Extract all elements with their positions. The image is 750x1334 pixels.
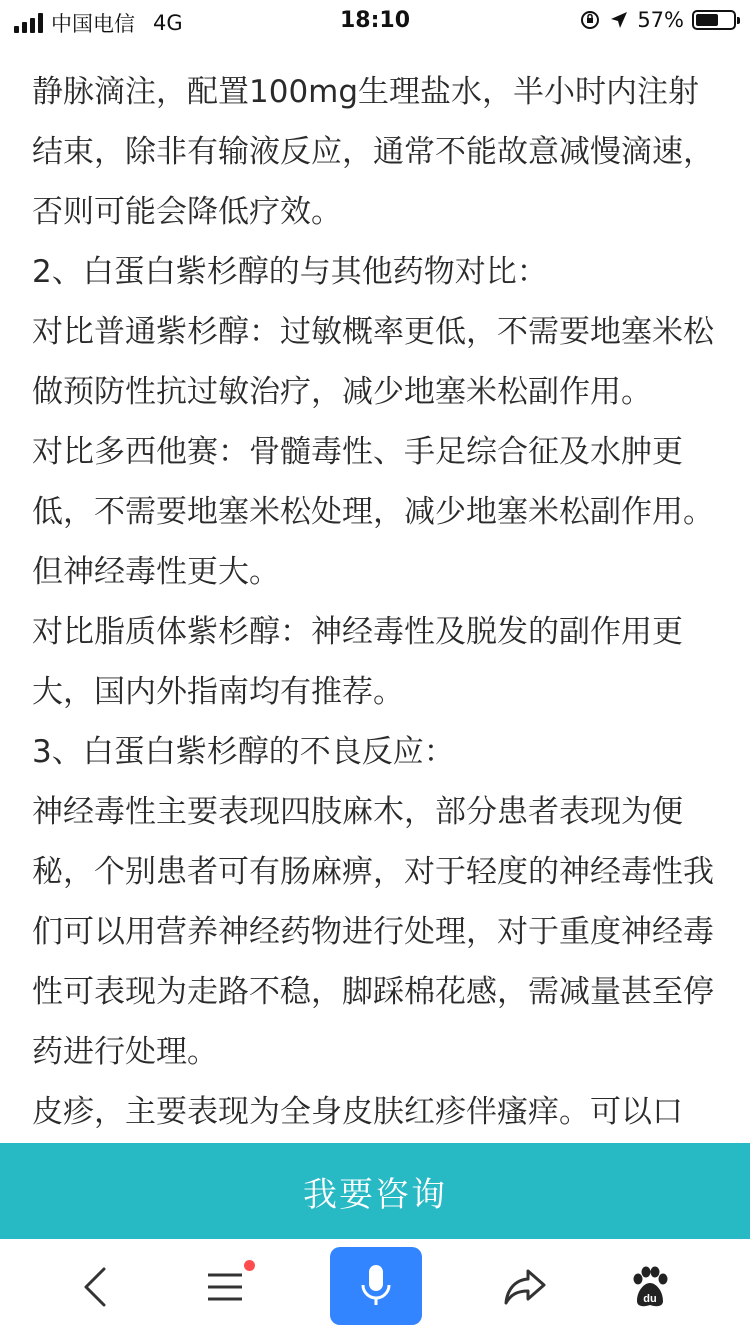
share-button[interactable]	[480, 1239, 570, 1334]
battery-icon	[692, 10, 736, 30]
article-paragraph: 对比多西他赛：骨髓毒性、手足综合征及水肿更低，不需要地塞米松处理，减少地塞米松副作用。但神经毒性更大。	[32, 434, 714, 590]
svg-text:du: du	[643, 1292, 657, 1305]
back-arrow-icon	[80, 1265, 110, 1309]
share-icon	[502, 1267, 548, 1307]
article-paragraph: 2、白蛋白紫杉醇的与其他药物对比：	[32, 254, 548, 290]
back-button[interactable]	[50, 1239, 140, 1334]
consult-button[interactable]: 我要咨询	[0, 1143, 750, 1239]
article-paragraph: 静脉滴注，配置100mg生理盐水，半小时内注射结束，除非有输液反应，通常不能故意减慢滴速，否则可能会降低疗效。	[32, 74, 714, 230]
article-body	[32, 62, 722, 1142]
article-paragraph: 3、白蛋白紫杉醇的不良反应：	[32, 734, 455, 770]
article-paragraph: 皮疹，主要表现为全身皮肤红疹伴瘙痒。可以口	[32, 1094, 683, 1130]
baidu-paw-icon	[628, 1265, 672, 1309]
baidu-home-button[interactable]	[605, 1239, 695, 1334]
menu-icon	[205, 1267, 245, 1307]
microphone-icon	[359, 1263, 393, 1309]
status-bar	[0, 0, 750, 42]
network-label: 4G	[153, 11, 183, 35]
notification-dot	[244, 1260, 255, 1271]
carrier-label: 中国电信	[51, 12, 135, 36]
bottom-nav	[0, 1239, 750, 1334]
menu-button[interactable]	[180, 1239, 270, 1334]
voice-search-button[interactable]	[330, 1247, 422, 1325]
status-right	[579, 8, 736, 32]
location-arrow-icon	[609, 10, 629, 30]
article-paragraph: 对比脂质体紫杉醇：神经毒性及脱发的副作用更大，国内外指南均有推荐。	[32, 614, 683, 710]
status-time: 18:10	[339, 8, 411, 33]
battery-percent: 57%	[637, 8, 684, 32]
article-paragraph: 神经毒性主要表现四肢麻木，部分患者表现为便秘，个别患者可有肠麻痹，对于轻度的神经毒性我们可以用营养神经药物进行处理，对于重度神经毒性可表现为走路不稳，脚踩棉花感，需减量甚至停药进行处理。	[32, 794, 714, 1070]
rotation-lock-icon	[579, 9, 601, 31]
article-paragraph: 对比普通紫杉醇：过敏概率更低，不需要地塞米松做预防性抗过敏治疗，减少地塞米松副作用。	[32, 314, 714, 410]
